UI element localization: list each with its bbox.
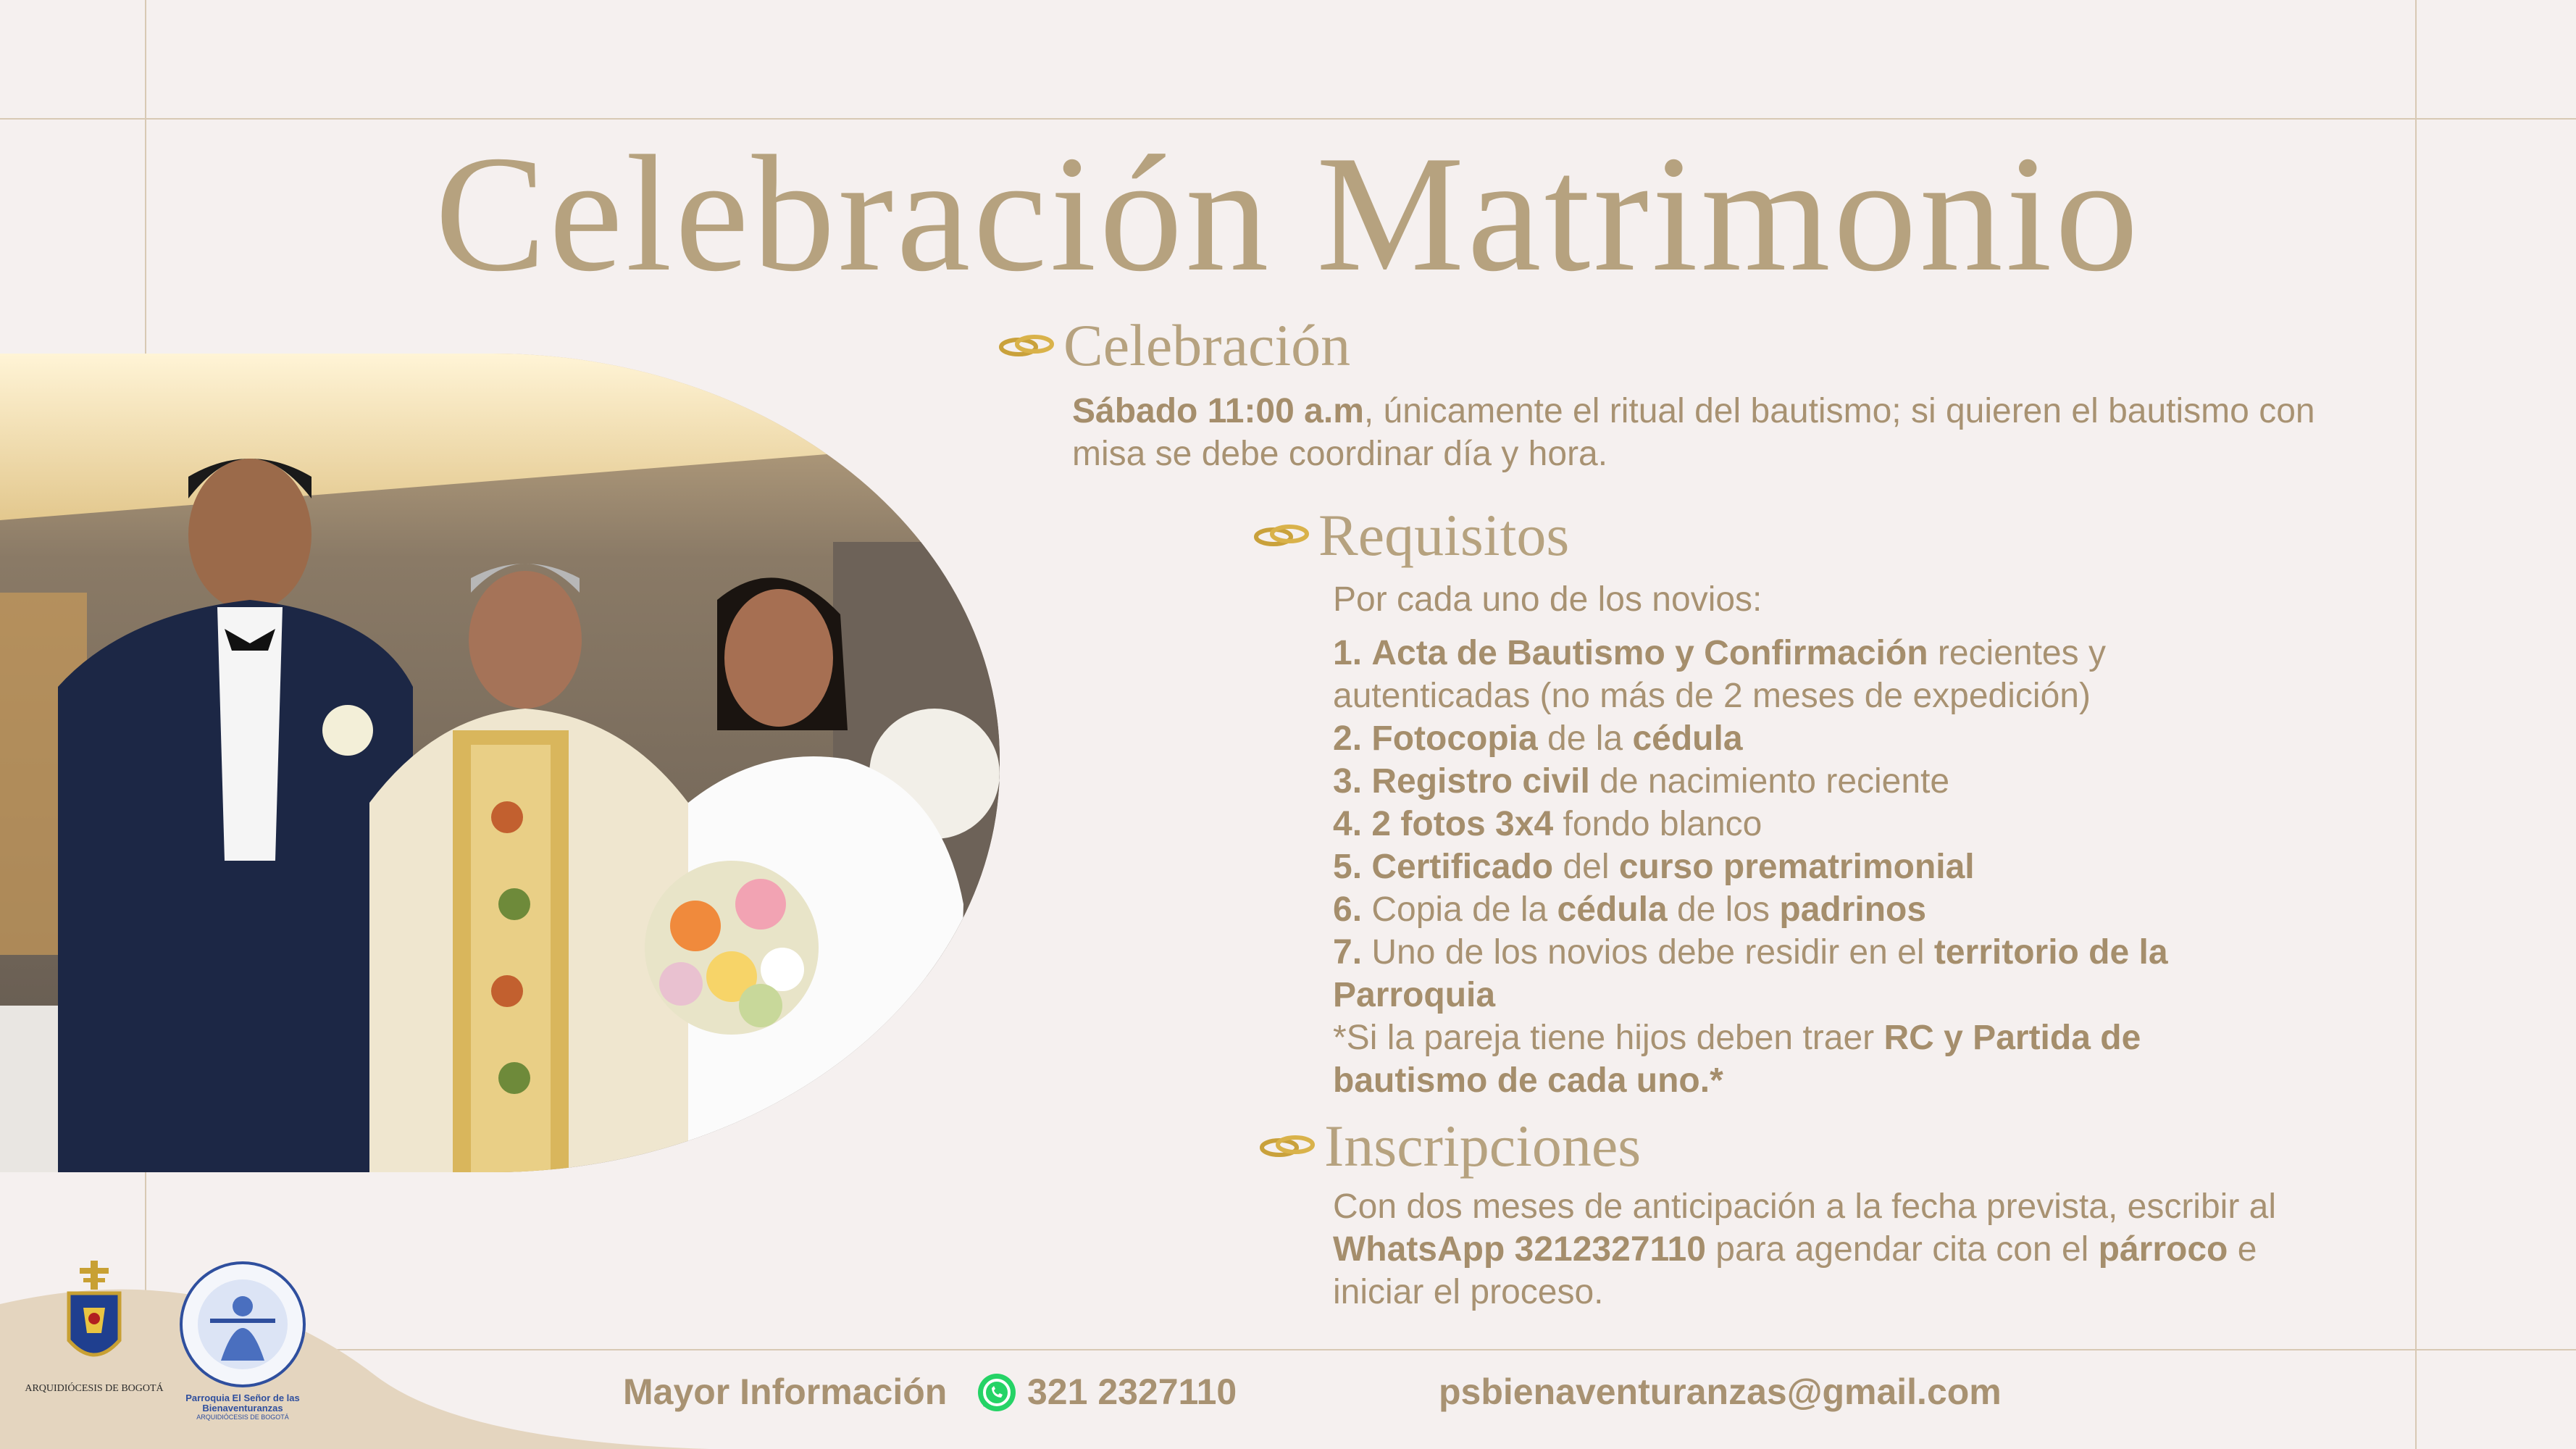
requisitos-note: *Si la pareja tiene hijos deben traer RC y Partida de bautismo de cada uno.* <box>1333 1019 2141 1100</box>
requisito-item-7: 7. Uno de los novios debe residir en el territorio de la Parroquia <box>1333 933 2168 1014</box>
footer-email[interactable]: psbienaventuranzas@gmail.com <box>1439 1371 2002 1412</box>
requisitos-intro: Por cada uno de los novios: <box>1333 580 1762 619</box>
parroquia-label: Parroquia El Señor de las Bienaventuranzas <box>185 1392 300 1413</box>
mayor-informacion-label: Mayor Información <box>623 1371 948 1412</box>
wedding-photo <box>0 354 1000 1172</box>
wedding-photo-illustration <box>0 354 1000 1172</box>
requisito-item-4: 4. 2 fotos 3x4 fondo blanco <box>1333 805 1762 843</box>
requisito-item-3: 3. Registro civil de nacimiento reciente <box>1333 762 1950 801</box>
rings-icon <box>1253 521 1311 550</box>
inscripciones-heading-text: Inscripciones <box>1324 1113 1642 1179</box>
whatsapp-number: WhatsApp 3212327110 <box>1333 1230 1706 1269</box>
page-title: Celebración Matrimonio <box>435 121 2141 306</box>
parroquia-sublabel: ARQUIDIÓCESIS DE BOGOTÁ <box>196 1413 289 1421</box>
celebracion-detail: , únicamente el ritual del bautismo; si quieren el bautismo con misa se debe coordinar día y hora. <box>1072 392 2315 473</box>
section-heading-celebracion <box>998 313 1350 378</box>
requisito-item-6: 6. Copia de la cédula de los padrinos <box>1333 890 1927 929</box>
arquidiocesis-logo <box>22 1261 167 1395</box>
arquidiocesis-label: ARQUIDIÓCESIS DE BOGOTÁ <box>25 1383 164 1394</box>
coat-of-arms-icon <box>62 1261 127 1377</box>
inscripciones-text: Con dos meses de anticipación a la fecha prevista, escribir al WhatsApp 3212327110 para agendar cita con el párroco e iniciar el proceso. <box>1333 1187 2276 1311</box>
celebracion-text <box>1072 390 2318 475</box>
rings-icon <box>1259 1132 1317 1161</box>
parroquia-logo <box>170 1252 315 1421</box>
footer-phone[interactable]: 321 2327110 <box>1027 1371 1237 1412</box>
requisito-item-5: 5. Certificado del curso prematrimonial <box>1333 848 1975 886</box>
celebracion-day: Sábado 11:00 a.m <box>1072 392 1364 430</box>
requisito-item-2: 2. Fotocopia de la cédula <box>1333 719 1743 758</box>
requisito-item-1: 1. Acta de Bautismo y Confirmación recientes y autenticadas (no más de 2 meses de expedición) <box>1333 634 2106 715</box>
section-heading-requisitos <box>1253 503 1569 568</box>
requisitos-list <box>1333 632 2275 1102</box>
requisitos-heading-text: Requisitos <box>1318 502 1570 568</box>
whatsapp-icon[interactable] <box>977 1372 1017 1416</box>
parroquia-seal-icon <box>170 1252 315 1390</box>
section-heading-inscripciones <box>1259 1114 1641 1179</box>
rings-icon <box>998 331 1056 360</box>
celebracion-heading-text: Celebración <box>1063 312 1351 378</box>
